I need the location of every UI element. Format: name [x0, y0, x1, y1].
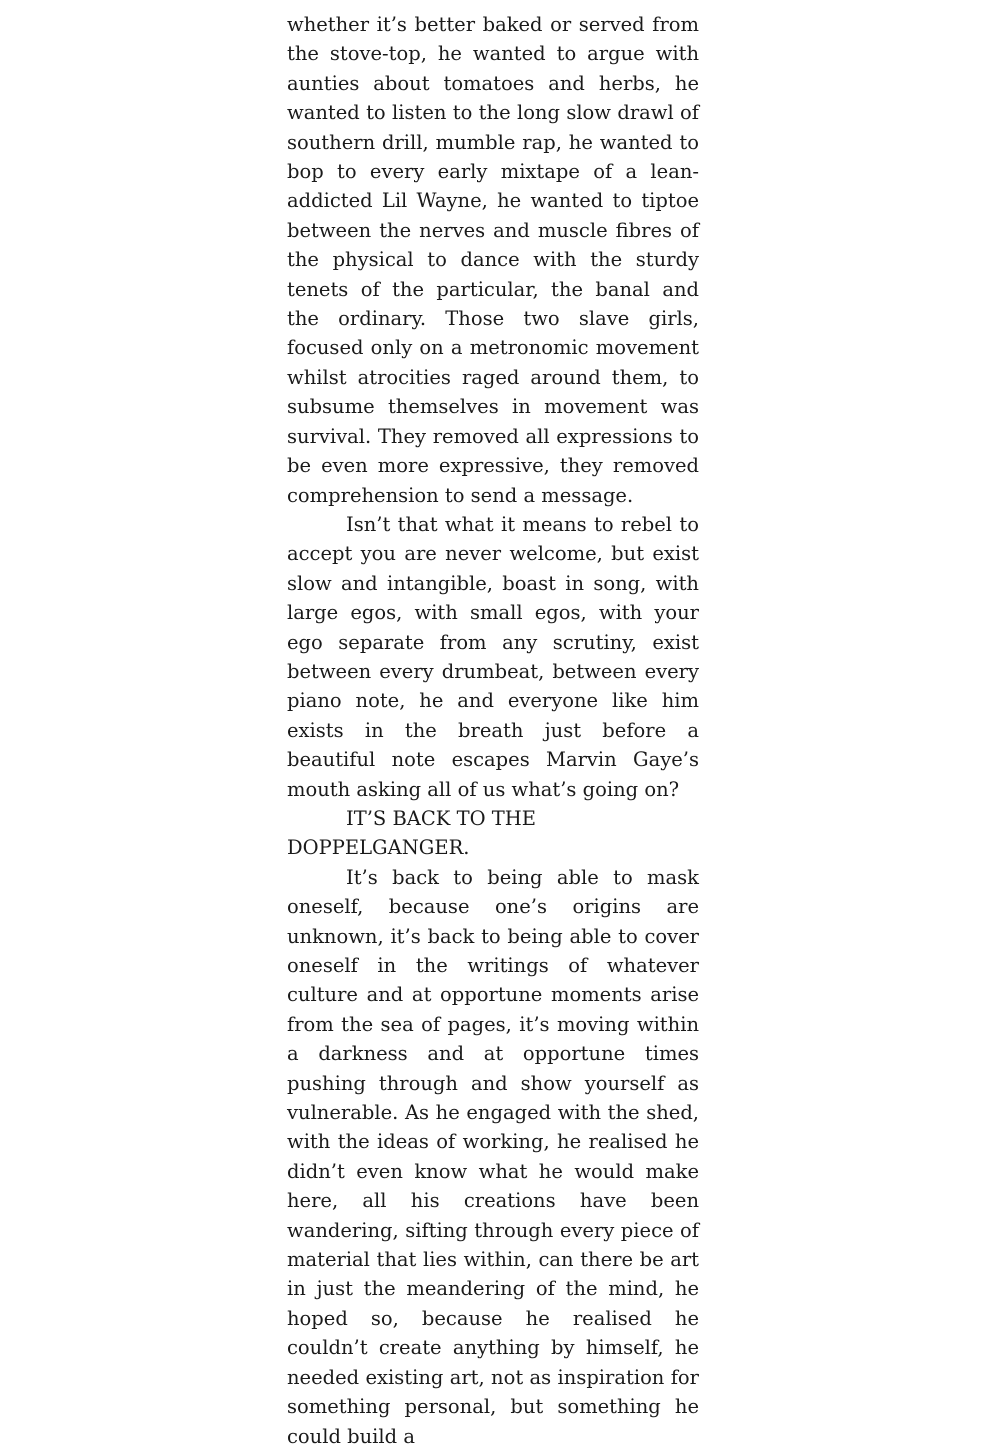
paragraph-continuation: whether it’s better baked or served from the stove-top, he wanted to argue with aunties about tomatoes and herbs, he wanted to listen to the long slow drawl of southern drill, mumble rap, he wanted to bop to every early mixtape of a lean-addicted Lil Wayne, he wanted to tiptoe between the nerves and muscle fibres of the physical to dance with the sturdy tenets of the particular, the banal and the ordinary. Those two slave girls, focused only on a metronomic movement whilst atrocities raged around them, to subsume themselves in movement was survival. They removed all expressions to be even more expressive, they removed comprehension to send a message.	[287, 13, 699, 507]
section-heading: IT’S BACK TO THE DOPPELGANGER.	[287, 806, 537, 860]
paragraph-doppelganger: It’s back to being able to mask oneself, because one’s origins are unknown, it’s back to being able to cover oneself in the writings of whatever culture and at opportune moments arise from the sea of pages, it’s moving within a darkness and at opportune times pushing through and show yourself as vulnerable. As he engaged with the shed, with the ideas of working, he realised he didn’t even know what he would make here, all his creations have been wandering, sifting through every piece of material that lies within, can there be art in just the meandering of the mind, he hoped so, because he realised he couldn’t create anything by himself, he needed existing art, not as inspiration for something personal, but something he could build a	[287, 865, 699, 1448]
paragraph-rebel: Isn’t that what it means to rebel to accept you are never welcome, but exist slow and intangible, boast in song, with large egos, with small egos, with your ego separate from any scrutiny, exist between every drumbeat, between every piano note, he and everyone like him exists in the breath just before a beautiful note escapes Marvin Gaye’s mouth asking all of us what’s going on?	[287, 512, 699, 801]
document-page	[287, 10, 699, 1451]
